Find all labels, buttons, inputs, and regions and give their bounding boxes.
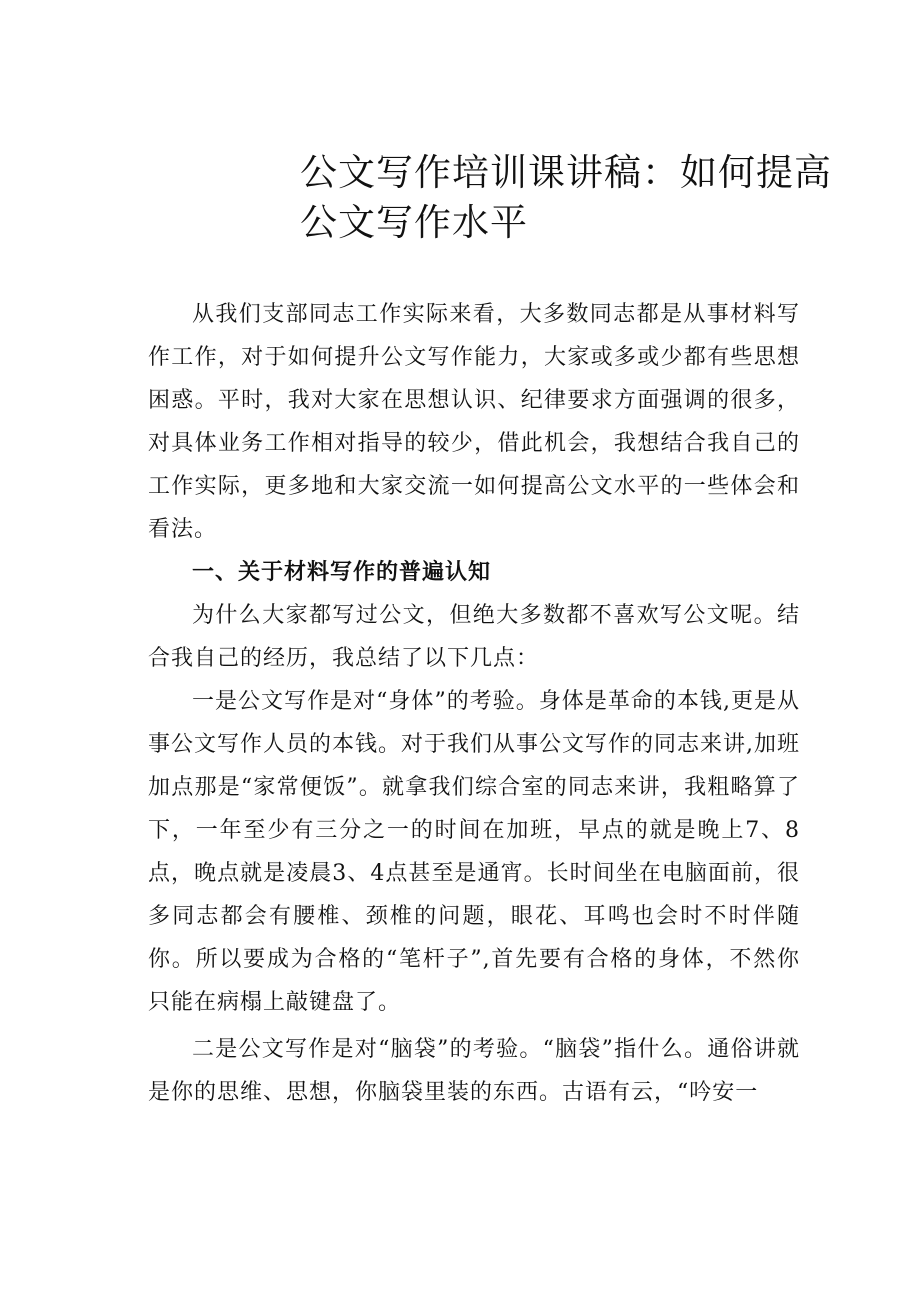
- section1-paragraph-2: 一是公文写作是对“身体”的考验。身体是革命的本钱,更是从事公文写作人员的本钱。对于我们从事公文写作的同志来讲,加班加点那是“家常便饭”。就拿我们综合室的同志来讲，我粗略算了下，一年至少有三分之一的时间在加班，早点的就是晚上7、8点，晚点就是凌晨3、4点甚至是通宵。长时间坐在电脑面前，很多同志都会有腰椎、颈椎的问题，眼花、耳鸣也会时不时伴随你。所以要成为合格的“笔杆子”,首先要有合格的身体，不然你只能在病榻上敲键盘了。: [148, 689, 800, 1015]
- title-line-1: 公文写作培训课讲稿：如何提高: [300, 151, 832, 194]
- document-title: [300, 148, 832, 248]
- title-line-2: 公文写作水平: [300, 201, 528, 244]
- section-heading-1: 一、关于材料写作的普遍认知: [192, 560, 492, 585]
- section1-paragraph-3: 二是公文写作是对“脑袋”的考验。“脑袋”指什么。通俗讲就是你的思维、思想，你脑袋里装的东西。古语有云，“吟安一: [148, 1037, 800, 1105]
- document-body: [148, 293, 800, 1114]
- intro-paragraph: 从我们支部同志工作实际来看，大多数同志都是从事材料写作工作，对于如何提升公文写作能力，大家或多或少都有些思想困惑。平时，我对大家在思想认识、纪律要求方面强调的很多，对具体业务工作相对指导的较少，借此机会，我想结合我自己的工作实际，更多地和大家交流一如何提高公文水平的一些体会和看法。: [148, 302, 800, 542]
- section1-paragraph-1: 为什么大家都写过公文，但绝大多数都不喜欢写公文呢。结合我自己的经历，我总结了以下几点：: [148, 603, 800, 671]
